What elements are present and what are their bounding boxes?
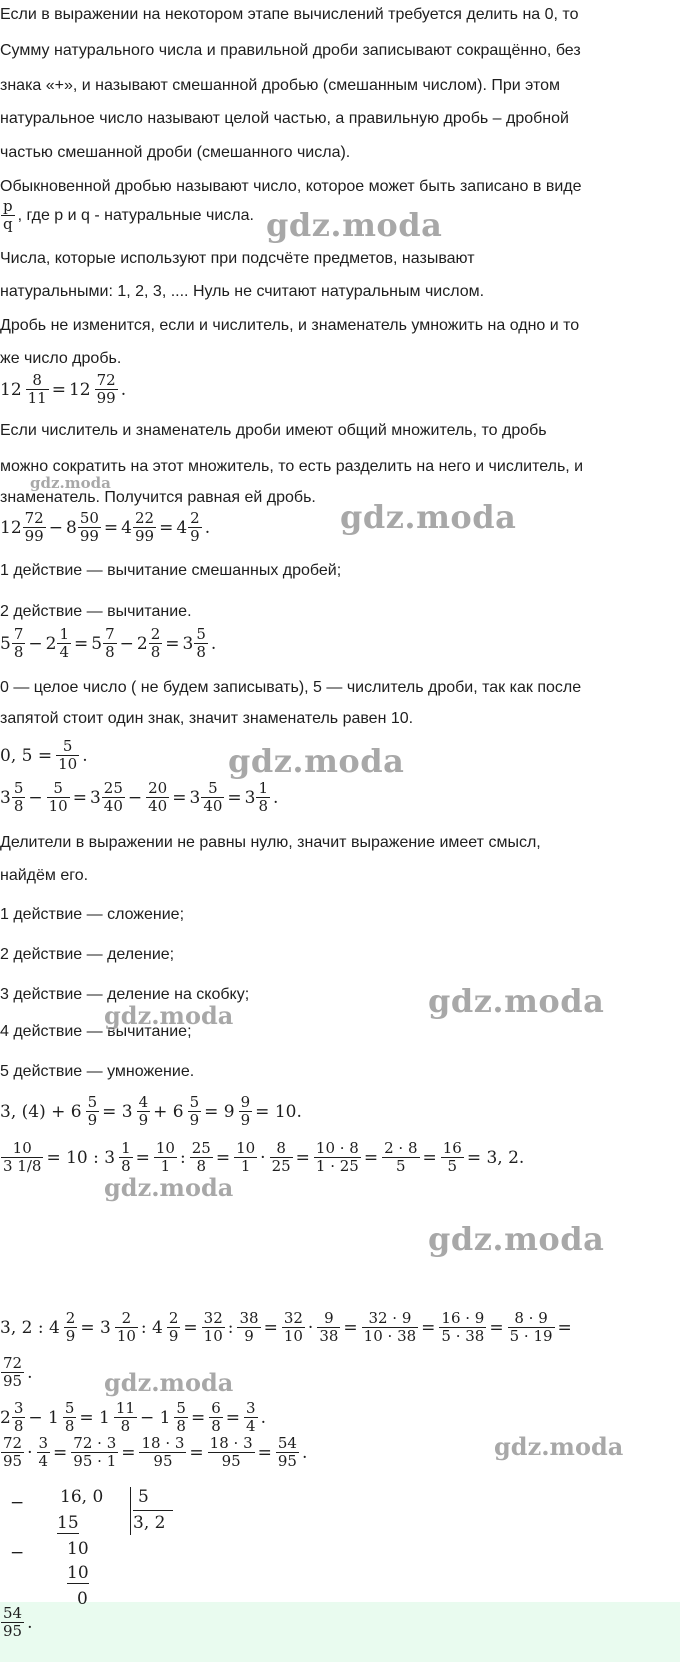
math-operator: = 10 : 3 <box>46 1147 116 1168</box>
text-line: Обыкновенной дробью называют число, которое может быть записано в виде <box>0 178 582 195</box>
math-operator: − <box>127 787 143 808</box>
fraction: $\frac{2}{8}$ <box>150 625 161 661</box>
watermark: gdz.moda <box>104 1368 234 1397</box>
equation-5 <box>0 780 281 815</box>
math-operator: . <box>204 517 211 538</box>
fraction: $\frac{4}{9}$ <box>138 1093 149 1129</box>
math-operator: . <box>27 1362 33 1383</box>
text-line: найдём его. <box>0 867 89 884</box>
fraction: $\frac{3}{8}$ <box>13 1399 24 1435</box>
math-operator: = <box>121 1442 136 1463</box>
whole-part: 4 <box>176 517 188 538</box>
math-operator: 3, (4) + 6 <box>0 1101 82 1122</box>
fraction: $\frac{5}{9}$ <box>189 1093 200 1129</box>
answer <box>0 1605 36 1640</box>
math-operator: = <box>295 1147 310 1168</box>
text-line: можно сократить на этот множитель, то есть разделить на него и числитель, и <box>0 458 584 475</box>
watermark: gdz.moda <box>104 1001 234 1030</box>
math-operator: = 10. <box>255 1101 302 1122</box>
fraction: $\frac{6}{8}$ <box>211 1399 221 1435</box>
math-operator: + 6 <box>153 1101 184 1122</box>
watermark: gdz.moda <box>30 474 111 492</box>
equation-8 <box>0 1310 575 1345</box>
fraction: $\frac{20}{40}$ <box>148 779 168 815</box>
fraction: $\frac{25}{40}$ <box>103 779 123 815</box>
fraction: $\frac{16}{5}$ <box>442 1139 462 1175</box>
math-operator: − <box>119 633 134 654</box>
fraction: $\frac{50}{99}$ <box>79 509 99 545</box>
text-line: же число дробь. <box>0 350 122 367</box>
fraction: $\frac{32}{10}$ <box>283 1309 303 1345</box>
whole-part: 3 <box>89 787 101 808</box>
math-operator: = 9 <box>204 1101 235 1122</box>
step-line: 2 действие — деление; <box>0 946 175 963</box>
math-operator: . <box>27 1612 33 1633</box>
whole-part: 8 <box>65 517 77 538</box>
math-operator: = <box>103 517 119 538</box>
math-operator: . <box>82 745 88 766</box>
fraction: $\frac{10 \cdot 8}{1 \cdot 25}$ <box>315 1139 359 1175</box>
watermark: gdz.moda <box>428 1220 605 1258</box>
math-operator: = <box>183 1317 198 1338</box>
step-line: 3 действие — деление на скобку; <box>0 986 250 1003</box>
fraction: $\frac{1}{8}$ <box>121 1139 131 1175</box>
text-line: 0 — целое число ( не будем записывать), 5 — числитель дроби, так как после <box>0 679 582 696</box>
whole-part: 5 <box>0 633 11 654</box>
math-operator: = <box>165 633 180 654</box>
math-operator: 0, 5 = <box>0 745 53 766</box>
fraction: $\frac{1}{4}$ <box>59 625 69 661</box>
math-operator: = 3, 2. <box>466 1147 525 1168</box>
fraction: $\frac{5}{10}$ <box>58 737 78 773</box>
math-operator: = <box>74 633 89 654</box>
math-operator: − <box>28 633 43 654</box>
whole-part: 3 <box>0 787 11 808</box>
fraction: $\frac{16 \cdot 9}{5 \cdot 38}$ <box>441 1309 485 1345</box>
text-line: натуральное число называют целой частью, а правильную дробь – дробной <box>0 110 569 127</box>
math-operator: · <box>27 1442 33 1463</box>
fraction: $\frac{8 \cdot 9}{5 \cdot 19}$ <box>509 1309 553 1345</box>
math-operator: = 3 <box>102 1101 133 1122</box>
watermark: gdz.moda <box>104 1173 234 1202</box>
math-operator: = <box>263 1317 278 1338</box>
fraction: $\frac{54}{95}$ <box>277 1434 297 1470</box>
math-operator: = <box>225 1407 241 1428</box>
watermark: gdz.moda <box>340 498 517 536</box>
fraction: $\frac{7}{8}$ <box>13 625 24 661</box>
math-operator: = <box>489 1317 504 1338</box>
text-line: Дробь не изменится, если и числитель, и знаменатель умножить на одно и то <box>0 317 580 334</box>
fraction: $\frac{7}{8}$ <box>105 625 115 661</box>
equation-3 <box>0 626 219 661</box>
fraction: $\frac{2}{10}$ <box>116 1309 136 1345</box>
equation-7 <box>0 1140 527 1175</box>
math-operator: = 3 <box>80 1317 111 1338</box>
fraction: $\frac{8}{25}$ <box>271 1139 291 1175</box>
math-operator: = <box>422 1147 437 1168</box>
fraction: $\frac{10}{3 1/8}$ <box>3 1139 42 1175</box>
fraction: $\frac{9}{38}$ <box>319 1309 339 1345</box>
text-line: Делители в выражении не равны нулю, значит выражение имеет смысл, <box>0 834 541 851</box>
definition-line: $\frac{p}{q}$ , где p и q - натуральные числа. <box>3 197 254 233</box>
fraction: $\frac{11}{8}$ <box>115 1399 135 1435</box>
math-operator: = <box>135 1147 150 1168</box>
watermark: gdz.moda <box>228 742 405 780</box>
watermark: gdz.moda <box>494 1432 624 1461</box>
step-line: 5 действие — умножение. <box>0 1063 195 1080</box>
math-operator: : <box>227 1317 234 1338</box>
whole-part: 5 <box>91 633 103 654</box>
text-line: Сумму натурального числа и правильной дроби записывают сокращённо, без <box>0 42 581 59</box>
whole-part: 3 <box>182 633 194 654</box>
math-operator: = <box>190 1407 206 1428</box>
whole-part: 2 <box>45 633 57 654</box>
fraction: $\frac{32 \cdot 9}{10 \cdot 38}$ <box>363 1309 417 1345</box>
whole-part: 12 <box>0 517 22 538</box>
math-operator: = <box>215 1147 231 1168</box>
fraction: $\frac{5}{10}$ <box>48 779 68 815</box>
fraction: $\frac{p}{q}$ <box>3 197 13 233</box>
equation-8b <box>0 1355 36 1390</box>
fraction: $\frac{72}{95}$ <box>3 1354 23 1390</box>
step-line: 1 действие — вычитание смешанных дробей; <box>0 562 342 579</box>
fraction: $\frac{5}{8}$ <box>196 625 206 661</box>
fraction: $\frac{18 \cdot 3}{95}$ <box>141 1434 185 1470</box>
equation-6 <box>0 1094 305 1129</box>
math-operator: : 4 <box>140 1317 163 1338</box>
text-line: знака «+», и называют смешанной дробью (смешанным числом). При этом <box>0 77 560 94</box>
fraction: $\frac{2 \cdot 8}{5}$ <box>384 1139 418 1175</box>
watermark: gdz.moda <box>266 206 443 244</box>
math-operator: . <box>301 1442 308 1463</box>
math-operator: = <box>227 787 242 808</box>
math-operator: − 1 <box>139 1407 171 1428</box>
fraction: $\frac{5}{9}$ <box>87 1093 98 1129</box>
text-line: Если числитель и знаменатель дроби имеют общий множитель, то дробь <box>0 422 547 439</box>
math-operator: . <box>260 1407 266 1428</box>
math-operator: = <box>257 1442 272 1463</box>
fraction: $\frac{5}{8}$ <box>64 1399 75 1435</box>
whole-part: 2 <box>0 1407 11 1428</box>
whole-part: 4 <box>121 517 132 538</box>
math-operator: − <box>48 517 63 538</box>
fraction: $\frac{54}{95}$ <box>3 1604 23 1640</box>
fraction: $\frac{2}{9}$ <box>190 509 200 545</box>
fraction: $\frac{10}{1}$ <box>155 1139 175 1175</box>
equation-2 <box>0 510 213 545</box>
equation-1: 12 $\frac{8}{11}$ = 12 $\frac{72}{99}$ . <box>0 371 127 407</box>
math-operator: = <box>343 1317 358 1338</box>
math-operator: − <box>28 787 43 808</box>
text-line: натуральными: 1, 2, 3, .... Нуль не считают натуральным числом. <box>0 283 485 300</box>
fraction: $\frac{72}{95}$ <box>3 1434 23 1470</box>
text-line: Числа, которые используют при подсчёте предметов, называют <box>0 250 475 267</box>
math-operator: = 1 <box>79 1407 110 1428</box>
fraction: $\frac{3}{4}$ <box>38 1434 49 1470</box>
equation-10 <box>0 1435 310 1470</box>
step-line: 4 действие — вычитание; <box>0 1023 192 1040</box>
equation-4 <box>0 738 91 773</box>
whole-part: 3 <box>244 787 256 808</box>
whole-part: 2 <box>136 633 148 654</box>
fraction: $\frac{22}{99}$ <box>134 509 155 545</box>
math-operator: : <box>179 1147 186 1168</box>
fraction: $\frac{1}{8}$ <box>258 779 269 815</box>
fraction: $\frac{2}{9}$ <box>168 1309 179 1345</box>
math-operator: = <box>421 1317 436 1338</box>
fraction: $\frac{25}{8}$ <box>191 1139 211 1175</box>
step-line: 2 действие — вычитание. <box>0 603 192 620</box>
long-division: − 16, 0 15 − 10 10 0 5 3, 2 <box>0 1493 250 1611</box>
step-line: 1 действие — сложение; <box>0 906 185 923</box>
fraction: $\frac{5}{40}$ <box>203 779 223 815</box>
fraction: $\frac{32}{10}$ <box>203 1309 223 1345</box>
fraction: $\frac{72}{99}$ <box>24 509 44 545</box>
text-line: частью смешанной дроби (смешанного числа). <box>0 144 351 161</box>
math-operator: − 1 <box>28 1407 59 1428</box>
math-operator: = <box>557 1317 572 1338</box>
fraction: $\frac{3}{4}$ <box>246 1399 256 1435</box>
whole-part: 3 <box>189 787 201 808</box>
fraction: $\frac{9}{9}$ <box>240 1093 251 1129</box>
fraction: $\frac{72 \cdot 3}{95 \cdot 1}$ <box>73 1434 117 1470</box>
math-operator: 3, 2 : 4 <box>0 1317 60 1338</box>
math-operator: = <box>189 1442 204 1463</box>
fraction: $\frac{5}{8}$ <box>176 1399 186 1435</box>
fraction: $\frac{5}{8}$ <box>13 779 24 815</box>
text-line: знаменатель. Получится равная ей дробь. <box>0 489 316 506</box>
math-operator: · <box>260 1147 266 1168</box>
fraction: $\frac{18 \cdot 3}{95}$ <box>209 1434 253 1470</box>
equation-9 <box>0 1400 269 1435</box>
fraction: $\frac{38}{9}$ <box>239 1309 259 1345</box>
math-operator: . <box>273 787 279 808</box>
math-operator: = <box>363 1147 379 1168</box>
math-operator: · <box>307 1317 314 1338</box>
math-operator: = <box>72 787 87 808</box>
math-operator: = <box>53 1442 68 1463</box>
math-operator: = <box>172 787 187 808</box>
answer-highlight <box>0 1602 680 1662</box>
text-line: запятой стоит один знак, значит знаменатель равен 10. <box>0 710 414 727</box>
fraction: $\frac{2}{9}$ <box>65 1309 76 1345</box>
watermark: gdz.moda <box>428 982 605 1020</box>
text-line: Если в выражении на некотором этапе вычислений требуется делить на 0, то <box>0 6 579 23</box>
fraction: $\frac{10}{1}$ <box>236 1139 256 1175</box>
math-operator: = <box>159 517 174 538</box>
math-operator: . <box>210 633 217 654</box>
